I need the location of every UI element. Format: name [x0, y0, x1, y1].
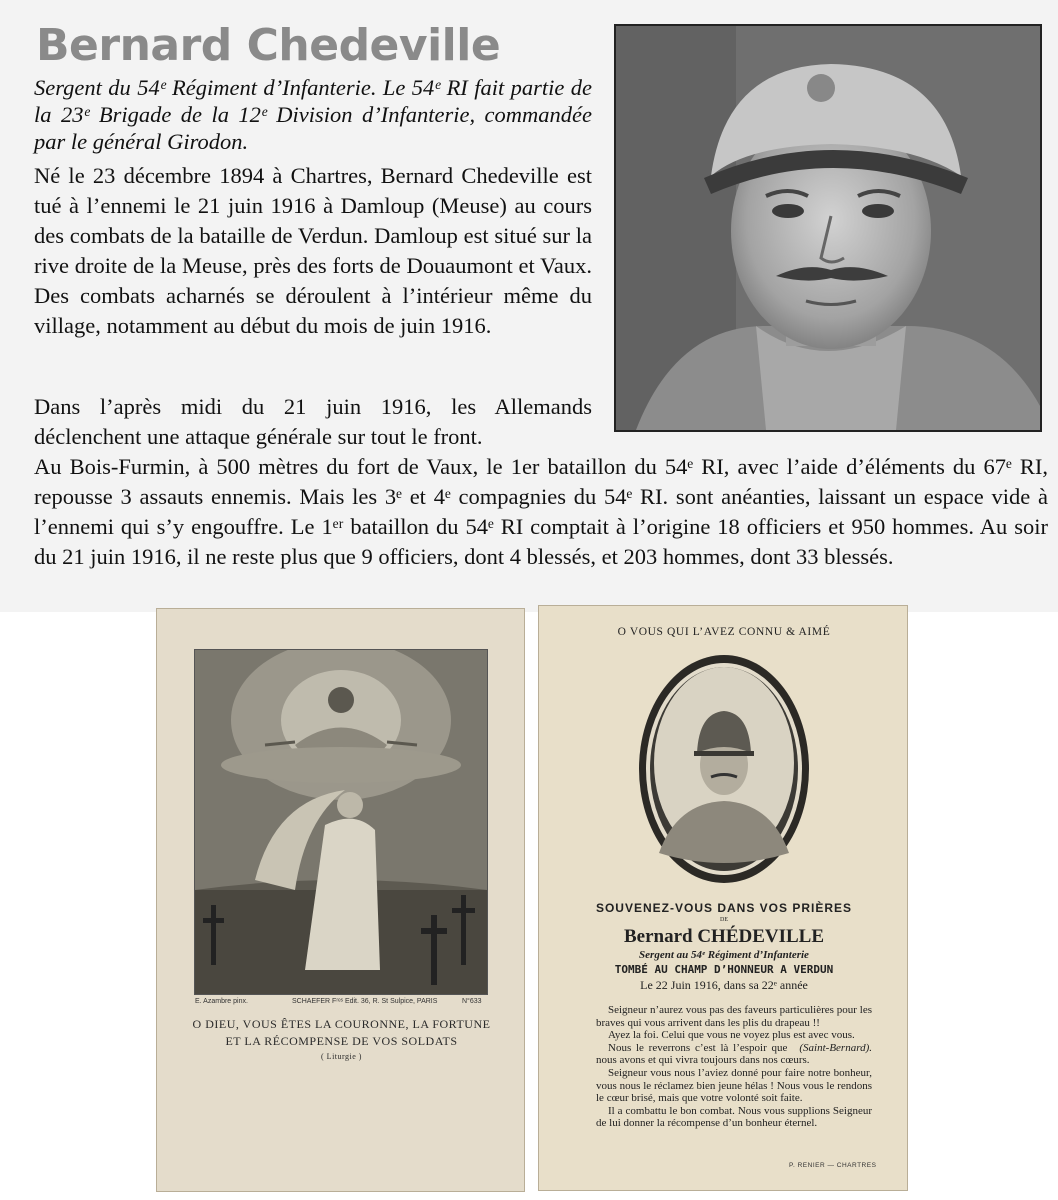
angel-engraving-image [194, 649, 488, 995]
card-caption-line-2: ET LA RÉCOMPENSE DE VOS SOLDATS [225, 1034, 458, 1048]
card-caption-line-1: O DIEU, VOUS ÊTES LA COURONNE, LA FORTUNE [192, 1017, 491, 1031]
verse-1: Seigneur n’aurez vous pas des faveurs particulières pour les braves qui vous arrivent dans les plis du drapeau !! [596, 1004, 872, 1029]
memorial-card-right [538, 605, 908, 1191]
memorial-card-left [156, 608, 525, 1192]
verse-2-attribution: (Saint-Bernard). [799, 1041, 872, 1054]
prayer-de: DE [720, 917, 728, 923]
verse-5: Il a combattu le bon combat. Nous vous supplions Seigneur de lui donner la récompense d’un bonheur éternel. [596, 1104, 872, 1130]
oval-soldier-photo [637, 653, 811, 885]
oval-photo-drawing [637, 653, 811, 885]
death-date: Le 22 Juin 1916, dans sa 22ᵉ année [640, 978, 808, 992]
soldier-name: Bernard CHÉDEVILLE [623, 926, 825, 947]
fell-at-verdun: TOMBÉ AU CHAMP D’HONNEUR A VERDUN [614, 963, 834, 976]
article-intro: Sergent du 54ᵉ Régiment d’Infanterie. Le 54ᵉ RI fait partie de la 23ᵉ Brigade de la 12ᵉ Division d’Infanterie, commandée par le général Girodon. [34, 75, 592, 154]
engraving-drawing [195, 650, 487, 994]
article-paragraph-1: Né le 23 décembre 1894 à Chartres, Bernard Chedeville est tué à l’ennemi le 21 juin 1916 à Damloup (Meuse) au cours des combats de la bataille de Verdun. Damloup est situé sur la rive droite de la Meuse, près des forts de Douaumont et Vaux. Des combats acharnés se déroulent à l’intérieur même du village, notamment au début du mois de juin 1916. [34, 163, 592, 338]
memorial-text [596, 1004, 872, 1130]
article-paragraph-2-rest: Au Bois-Furmin, à 500 mètres du fort de Vaux, le 1er bataillon du 54ᵉ RI, avec l’aide d’éléments du 67ᵉ RI, repousse 3 assauts ennemis. Mais les 3ᵉ et 4ᵉ compagnies du 54ᵉ RI. sont anéanties, laissant un espace vide à l’ennemi qui s’y engouffre. Le 1ᵉʳ bataillon du 54ᵉ RI comptait à l’origine 18 officiers et 950 hommes. Au soir du 21 juin 1916, il ne reste plus que 9 officiers, dont 4 blessés, et 203 hommes, dont 33 blessés. [34, 454, 1048, 569]
soldier-rank: Sergent au 54ᵉ Régiment d’Infanterie [639, 949, 809, 961]
prayer-heading: SOUVENEZ-VOUS DANS VOS PRIÈRES [595, 901, 853, 915]
article-title: Bernard Chedeville [36, 20, 501, 71]
verse-3: Nous le reverrons c’est là l’espoir que nous avons et qui vivra toujours dans nos cœurs. [596, 1041, 810, 1067]
portrait-drawing [616, 26, 1040, 430]
verse-2-text: Ayez la foi. Celui que vous ne voyez plus est avec vous. [608, 1029, 855, 1042]
verse-4: Seigneur vous nous l’aviez donné pour faire notre bonheur, vous nous le réclamez bien jeune hélas ! Nous vous le rendons le cœur brisé, mais que votre volonté soit faite. [596, 1066, 872, 1105]
soldier-portrait-photo [614, 24, 1042, 432]
card-caption-source: ( Liturgie ) [321, 1052, 362, 1061]
publisher-credit: SCHAEFER Fʳᵉˢ Edit. 36, R. St Sulpice, PARIS [292, 998, 438, 1005]
card-header: O VOUS QUI L’AVEZ CONNU & AIMÉ [617, 626, 831, 638]
card-number: N°633 [462, 998, 482, 1005]
printer-credit: P. RENIER — CHARTRES [789, 1162, 877, 1169]
article-paragraph-2-start: Dans l’après midi du 21 juin 1916, les Allemands déclenchent une attaque générale sur tout le front. [34, 394, 592, 449]
artist-credit: E. Azambre pinx. [195, 998, 248, 1005]
